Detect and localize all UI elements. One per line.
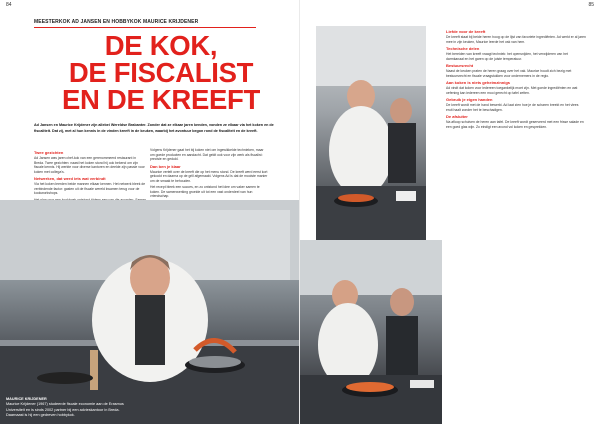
page-number-left: 84 [6, 2, 12, 8]
cooking-photo-top-illustration [316, 26, 426, 241]
kicker-rule [34, 27, 256, 28]
cooking-photo-bottom-illustration [300, 240, 442, 424]
body-paragraph: Naast de keuken praten de heren graag over het vak. Maurice houdt zich bezig met bestuursrecht en fiscale vraagstukken voor ondernemers in de regio. [446, 69, 572, 78]
chef-photo [0, 200, 300, 424]
headline-line-2: DE FISCALIST [68, 57, 254, 88]
body-paragraph: Het bereiden van kreeft vraagt techniek: het opensnijden, het verwijderen van het darmkanaal en het garen op de juiste temperatuur. [446, 52, 568, 61]
subheading: Gebruik je eigen handen [446, 97, 493, 102]
subheading: Netwerken, dat werd iets wat verbindt [34, 176, 106, 181]
subheading: Liefde voor de kreeft [446, 29, 486, 34]
right-page [300, 0, 600, 424]
cooking-photo-top [316, 26, 426, 241]
subheading: Twee gezichten [34, 150, 64, 155]
subheading: Technische delen [446, 46, 480, 51]
caption-body: Maurice Krijdener (1967) studeerde fiscale economie aan de Erasmus Universiteit en is sinds 2002 partner bij een advieskantoor in Breda. Daarnaast is hij een gedreven hobbykok. [6, 402, 124, 417]
headline-line-1: DE KOK, [104, 30, 218, 61]
article-lead: Ad Jansen en Maurice Krijdener zijn allebei Wereldse Brabanter. Zonder dat ze elkaar jaren kenden, vonden ze elkaar via het koken en de fiscaliteit. Dat zij, met al hun kennis in de vinden kreeft in de keuken, waarbij het avontuur begon rond de fiscaliteit en de kreeft. [34, 123, 274, 133]
page-number-right: 85 [588, 2, 594, 8]
body-paragraph: Ad vindt dat koken voor iedereen toegankelijk moet zijn. Met goede ingrediënten en wat oefening kan iedereen een mooi gerecht op tafel zetten. [446, 86, 578, 95]
body-paragraph: Via het koken leerden beide mannen elkaar kennen. Het netwerk bleek de verbindende factor: gasten uit de fiscale wereld kwamen terug voor de kookworkshops. [34, 182, 146, 195]
body-paragraph: Het recept bleek een succes, en zo ontstond het idee om vaker samen te koken. De samenwerking groeide uit tot een vast onderdeel van hun vriendschap. [150, 185, 260, 198]
article-headline [36, 32, 286, 113]
subheading: Dan ben je klaar [150, 163, 181, 169]
photo-caption [6, 397, 124, 418]
caption-heading: MAURICE KRIJDENER [6, 397, 47, 402]
headline-line-3: EN DE KREEFT [61, 84, 261, 115]
cooking-photo-bottom [300, 240, 442, 424]
article-kicker: MEESTERKOK AD JANSEN EN HOBBYKOK MAURICE KRIJDENER [34, 19, 199, 25]
body-paragraph: Na afloop schuiven de heren aan tafel. De kreeft wordt geserveerd met een frisse salade en een goed glas wijn. Zo eindigt een avond vol koken en gesprekken. [446, 120, 584, 129]
subheading: De afsluiter [446, 114, 468, 119]
subheading: Aan koken is niets geheimzinnigs [446, 80, 511, 85]
body-paragraph: De kreeft staat bij beide heren hoog op de lijst van favoriete ingrediënten. Ad werkt er al jaren mee in zijn keuken, Maurice leerde het vak van hem. [446, 35, 586, 44]
subheading: Bestuursrecht [446, 63, 474, 68]
body-paragraph: Ad Jansen was jaren chef-kok van een gerenommeerd restaurant in Breda. Twee gezichten: naast het koken stond hij ook bekend om zijn fiscale kennis. Hij werkte voor diverse kantoren en deelde zijn passie voor koken met collega's. [34, 156, 145, 174]
chef-photo-illustration [0, 200, 300, 424]
right-column [446, 27, 586, 131]
body-paragraph: Volgens Krijdener gaat het bij koken niet om ingewikkelde technieken, maar om goede producten en aandacht. Dat geldt ook voor zijn werk als fiscalist: precisie en geduld. [150, 148, 264, 161]
body-paragraph: De kreeft wordt met de hand bewerkt. Ad laat zien hoe je de scharen breekt en het vlees eruit haalt zonder het te beschadigen. [446, 103, 579, 112]
body-paragraph: Maurice vertelt over de kreeft die op het menu stond. De kreeft werd eerst kort gekookt en daarna op de grill afgemaakt. Volgens Ad is dat de mooiste manier om de smaak te behouden. [150, 169, 268, 183]
left-column-2 [150, 148, 268, 201]
